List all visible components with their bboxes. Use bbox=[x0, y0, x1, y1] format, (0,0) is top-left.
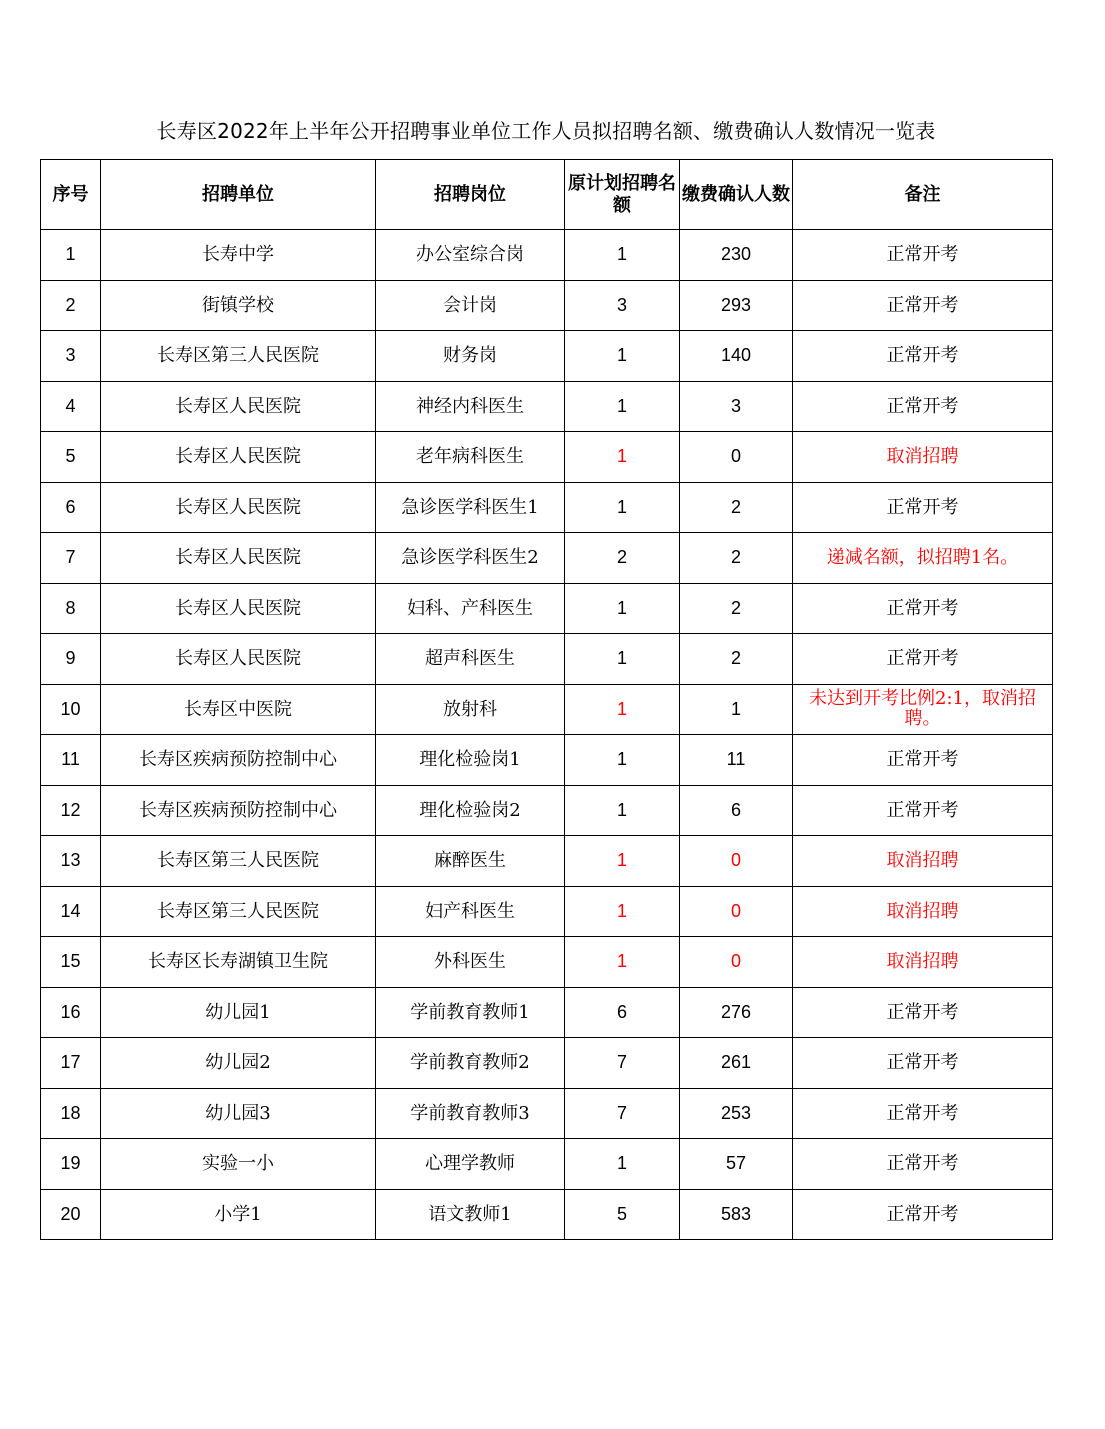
cell-paid: 2 bbox=[680, 533, 793, 584]
cell-quota: 1 bbox=[565, 583, 680, 634]
cell-quota: 1 bbox=[565, 886, 680, 937]
cell-paid: 57 bbox=[680, 1139, 793, 1190]
cell-quota: 7 bbox=[565, 1038, 680, 1089]
cell-seq: 4 bbox=[41, 381, 101, 432]
table-row bbox=[41, 836, 1053, 887]
table-body bbox=[41, 230, 1053, 1240]
cell-post: 学前教育教师2 bbox=[376, 1038, 565, 1089]
cell-paid: 3 bbox=[680, 381, 793, 432]
table-row bbox=[41, 1088, 1053, 1139]
cell-post: 神经内科医生 bbox=[376, 381, 565, 432]
cell-remark: 未达到开考比例2:1，取消招聘。 bbox=[793, 684, 1053, 735]
cell-unit: 长寿区中医院 bbox=[101, 684, 376, 735]
cell-post: 妇产科医生 bbox=[376, 886, 565, 937]
cell-post: 学前教育教师3 bbox=[376, 1088, 565, 1139]
cell-remark: 取消招聘 bbox=[793, 836, 1053, 887]
cell-post: 急诊医学科医生1 bbox=[376, 482, 565, 533]
cell-unit: 长寿区长寿湖镇卫生院 bbox=[101, 937, 376, 988]
cell-remark: 正常开考 bbox=[793, 634, 1053, 685]
cell-post: 理化检验岗2 bbox=[376, 785, 565, 836]
cell-unit: 长寿区人民医院 bbox=[101, 634, 376, 685]
cell-paid: 0 bbox=[680, 886, 793, 937]
header-post: 招聘岗位 bbox=[376, 160, 565, 230]
cell-post: 外科医生 bbox=[376, 937, 565, 988]
cell-quota: 1 bbox=[565, 331, 680, 382]
cell-remark: 正常开考 bbox=[793, 381, 1053, 432]
table-row bbox=[41, 331, 1053, 382]
cell-remark: 取消招聘 bbox=[793, 432, 1053, 483]
table-row bbox=[41, 280, 1053, 331]
cell-remark: 正常开考 bbox=[793, 735, 1053, 786]
cell-remark: 正常开考 bbox=[793, 1189, 1053, 1240]
cell-seq: 11 bbox=[41, 735, 101, 786]
table-row bbox=[41, 482, 1053, 533]
cell-quota: 1 bbox=[565, 1139, 680, 1190]
cell-post: 急诊医学科医生2 bbox=[376, 533, 565, 584]
cell-quota: 6 bbox=[565, 987, 680, 1038]
cell-seq: 12 bbox=[41, 785, 101, 836]
header-paid: 缴费确认人数 bbox=[680, 160, 793, 230]
cell-paid: 140 bbox=[680, 331, 793, 382]
cell-unit: 长寿区疾病预防控制中心 bbox=[101, 735, 376, 786]
cell-post: 语文教师1 bbox=[376, 1189, 565, 1240]
header-remark: 备注 bbox=[793, 160, 1053, 230]
cell-unit: 长寿区人民医院 bbox=[101, 432, 376, 483]
cell-remark: 正常开考 bbox=[793, 1088, 1053, 1139]
table-row bbox=[41, 937, 1053, 988]
recruitment-table bbox=[40, 159, 1053, 1240]
cell-quota: 7 bbox=[565, 1088, 680, 1139]
cell-seq: 17 bbox=[41, 1038, 101, 1089]
table-row bbox=[41, 1038, 1053, 1089]
cell-unit: 长寿区人民医院 bbox=[101, 533, 376, 584]
cell-seq: 18 bbox=[41, 1088, 101, 1139]
cell-quota: 2 bbox=[565, 533, 680, 584]
cell-quota: 1 bbox=[565, 684, 680, 735]
cell-remark: 正常开考 bbox=[793, 987, 1053, 1038]
table-row bbox=[41, 230, 1053, 281]
cell-paid: 6 bbox=[680, 785, 793, 836]
cell-unit: 长寿区人民医院 bbox=[101, 381, 376, 432]
table-row bbox=[41, 1189, 1053, 1240]
cell-post: 理化检验岗1 bbox=[376, 735, 565, 786]
table-row bbox=[41, 533, 1053, 584]
cell-post: 超声科医生 bbox=[376, 634, 565, 685]
cell-paid: 583 bbox=[680, 1189, 793, 1240]
table-row bbox=[41, 987, 1053, 1038]
cell-remark: 正常开考 bbox=[793, 785, 1053, 836]
cell-remark: 正常开考 bbox=[793, 280, 1053, 331]
cell-quota: 1 bbox=[565, 230, 680, 281]
cell-remark: 正常开考 bbox=[793, 1139, 1053, 1190]
table-row bbox=[41, 886, 1053, 937]
cell-unit: 幼儿园2 bbox=[101, 1038, 376, 1089]
cell-unit: 实验一小 bbox=[101, 1139, 376, 1190]
cell-unit: 长寿区第三人民医院 bbox=[101, 836, 376, 887]
cell-seq: 16 bbox=[41, 987, 101, 1038]
cell-seq: 14 bbox=[41, 886, 101, 937]
cell-post: 财务岗 bbox=[376, 331, 565, 382]
cell-post: 麻醉医生 bbox=[376, 836, 565, 887]
cell-unit: 长寿区人民医院 bbox=[101, 583, 376, 634]
cell-paid: 2 bbox=[680, 482, 793, 533]
cell-paid: 253 bbox=[680, 1088, 793, 1139]
cell-post: 办公室综合岗 bbox=[376, 230, 565, 281]
cell-seq: 20 bbox=[41, 1189, 101, 1240]
cell-quota: 1 bbox=[565, 836, 680, 887]
cell-seq: 13 bbox=[41, 836, 101, 887]
cell-remark: 取消招聘 bbox=[793, 886, 1053, 937]
cell-unit: 长寿区人民医院 bbox=[101, 482, 376, 533]
cell-quota: 5 bbox=[565, 1189, 680, 1240]
cell-quota: 1 bbox=[565, 937, 680, 988]
cell-paid: 0 bbox=[680, 432, 793, 483]
cell-post: 妇科、产科医生 bbox=[376, 583, 565, 634]
cell-post: 会计岗 bbox=[376, 280, 565, 331]
cell-paid: 1 bbox=[680, 684, 793, 735]
table-row bbox=[41, 735, 1053, 786]
header-unit: 招聘单位 bbox=[101, 160, 376, 230]
cell-unit: 长寿区第三人民医院 bbox=[101, 331, 376, 382]
cell-remark: 正常开考 bbox=[793, 482, 1053, 533]
cell-unit: 街镇学校 bbox=[101, 280, 376, 331]
table-row bbox=[41, 432, 1053, 483]
cell-seq: 6 bbox=[41, 482, 101, 533]
cell-paid: 261 bbox=[680, 1038, 793, 1089]
table-row bbox=[41, 1139, 1053, 1190]
cell-post: 心理学教师 bbox=[376, 1139, 565, 1190]
page-title: 长寿区2022年上半年公开招聘事业单位工作人员拟招聘名额、缴费确认人数情况一览表 bbox=[156, 119, 936, 143]
table-row bbox=[41, 583, 1053, 634]
cell-quota: 1 bbox=[565, 785, 680, 836]
cell-paid: 230 bbox=[680, 230, 793, 281]
cell-post: 老年病科医生 bbox=[376, 432, 565, 483]
cell-quota: 1 bbox=[565, 381, 680, 432]
cell-seq: 15 bbox=[41, 937, 101, 988]
cell-unit: 幼儿园3 bbox=[101, 1088, 376, 1139]
cell-remark: 递减名额，拟招聘1名。 bbox=[793, 533, 1053, 584]
cell-unit: 长寿区第三人民医院 bbox=[101, 886, 376, 937]
cell-paid: 2 bbox=[680, 583, 793, 634]
table-row bbox=[41, 634, 1053, 685]
cell-quota: 1 bbox=[565, 432, 680, 483]
cell-quota: 3 bbox=[565, 280, 680, 331]
cell-unit: 长寿中学 bbox=[101, 230, 376, 281]
cell-remark: 正常开考 bbox=[793, 331, 1053, 382]
cell-paid: 11 bbox=[680, 735, 793, 786]
cell-remark: 正常开考 bbox=[793, 230, 1053, 281]
header-quota: 原计划招聘名额 bbox=[565, 160, 680, 230]
cell-unit: 长寿区疾病预防控制中心 bbox=[101, 785, 376, 836]
cell-paid: 0 bbox=[680, 937, 793, 988]
header-seq: 序号 bbox=[41, 160, 101, 230]
cell-seq: 2 bbox=[41, 280, 101, 331]
cell-unit: 幼儿园1 bbox=[101, 987, 376, 1038]
cell-seq: 3 bbox=[41, 331, 101, 382]
cell-paid: 276 bbox=[680, 987, 793, 1038]
cell-quota: 1 bbox=[565, 482, 680, 533]
cell-seq: 8 bbox=[41, 583, 101, 634]
cell-remark: 正常开考 bbox=[793, 1038, 1053, 1089]
cell-post: 学前教育教师1 bbox=[376, 987, 565, 1038]
cell-seq: 7 bbox=[41, 533, 101, 584]
cell-seq: 19 bbox=[41, 1139, 101, 1190]
cell-seq: 9 bbox=[41, 634, 101, 685]
cell-paid: 293 bbox=[680, 280, 793, 331]
cell-seq: 1 bbox=[41, 230, 101, 281]
table-row bbox=[41, 785, 1053, 836]
header-row bbox=[41, 160, 1053, 230]
cell-paid: 2 bbox=[680, 634, 793, 685]
cell-unit: 小学1 bbox=[101, 1189, 376, 1240]
cell-paid: 0 bbox=[680, 836, 793, 887]
cell-remark: 取消招聘 bbox=[793, 937, 1053, 988]
cell-quota: 1 bbox=[565, 735, 680, 786]
cell-seq: 10 bbox=[41, 684, 101, 735]
table-row bbox=[41, 381, 1053, 432]
cell-post: 放射科 bbox=[376, 684, 565, 735]
table-row bbox=[41, 684, 1053, 735]
cell-remark: 正常开考 bbox=[793, 583, 1053, 634]
cell-seq: 5 bbox=[41, 432, 101, 483]
cell-quota: 1 bbox=[565, 634, 680, 685]
